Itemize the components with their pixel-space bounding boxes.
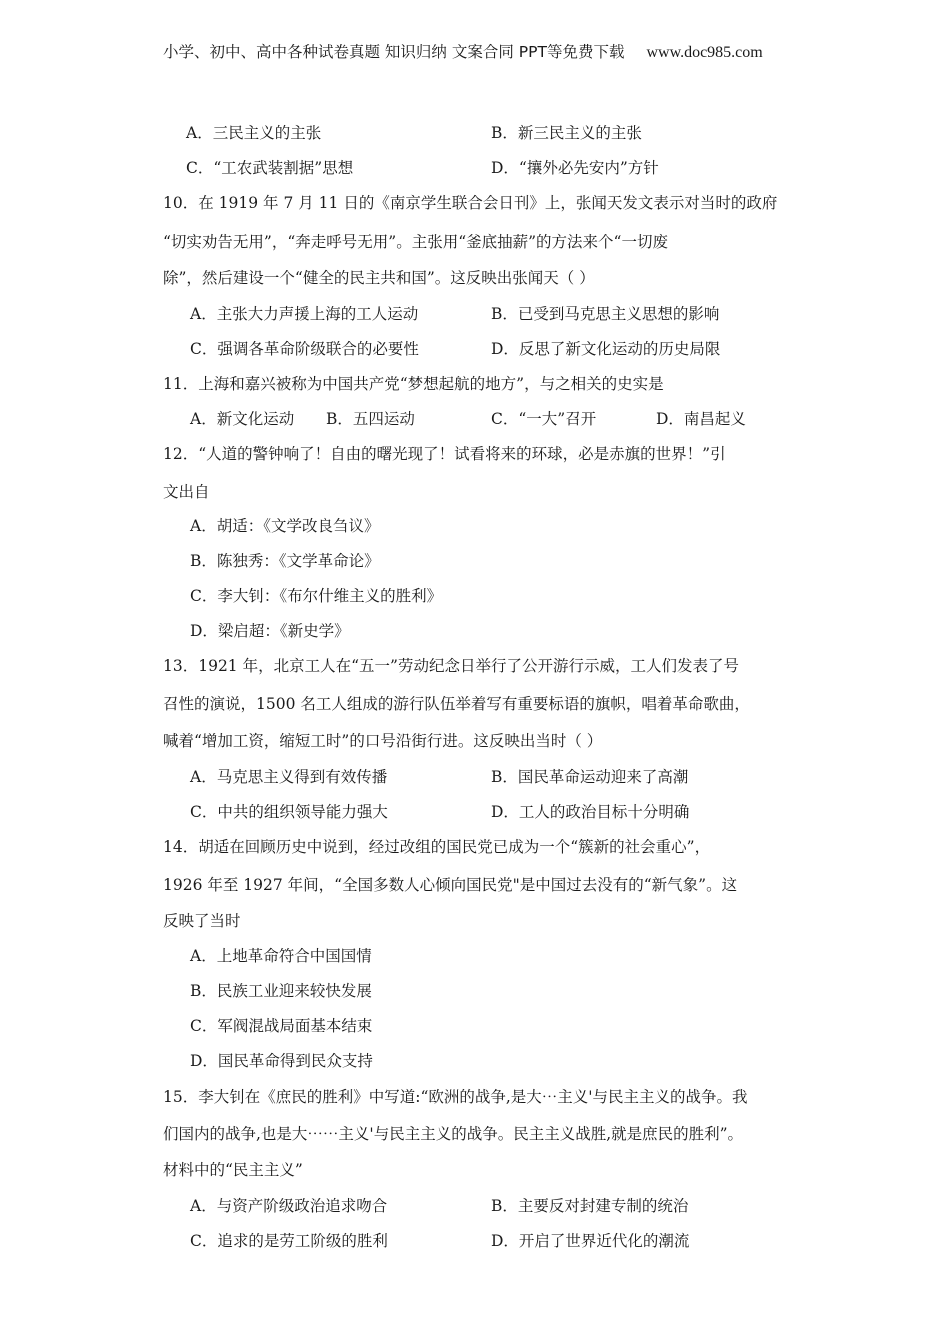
- q11-option-c: C．“一大”召开: [491, 410, 597, 428]
- q13-stem-line3: 喊着“增加工资，缩短工时”的口号沿街行进。这反映出当时（ ）: [163, 732, 603, 750]
- q11-option-d: D．南昌起义: [656, 410, 746, 428]
- q13-stem-line1: 13．1921 年，北京工人在“五一”劳动纪念日举行了公开游行示威，工人们发表了号: [163, 657, 739, 675]
- q10-option-c: C．强调各革命阶级联合的必要性: [190, 340, 419, 358]
- q12-option-b: B．陈独秀：《文学革命论》: [190, 552, 380, 570]
- q12-stem-line1: 12．“人道的警钟响了！自由的曙光现了！试看将来的环球，必是赤旗的世界！”引: [163, 445, 726, 463]
- q15-option-b: B．主要反对封建专制的统治: [491, 1197, 689, 1215]
- q11-option-a: A．新文化运动: [190, 410, 295, 428]
- q10-option-d: D．反思了新文化运动的历史局限: [491, 340, 721, 358]
- header-text: 小学、初中、高中各种试卷真题 知识归纳 文案合同 PPT等免费下载: [163, 43, 625, 61]
- q14-stem-line3: 反映了当时: [163, 912, 241, 930]
- q15-option-a: A．与资产阶级政治追求吻合: [190, 1197, 388, 1215]
- q15-stem-line2: 们国内的战争,也是大⋯⋯主义'与民主主义的战争。民主主义战胜,就是庶民的胜利”。: [163, 1125, 744, 1143]
- q15-option-c: C．追求的是劳工阶级的胜利: [190, 1232, 388, 1250]
- q9-option-c: C．“工农武装割据”思想: [186, 159, 354, 177]
- q11-stem-line1: 11．上海和嘉兴被称为中国共产党“梦想起航的地方”，与之相关的史实是: [163, 375, 664, 393]
- q14-option-b: B．民族工业迎来较快发展: [190, 982, 372, 1000]
- q14-stem-line1: 14．胡适在回顾历史中说到，经过改组的国民党已成为一个“簇新的社会重心”，: [163, 838, 711, 856]
- q13-option-a: A．马克思主义得到有效传播: [190, 768, 388, 786]
- q10-stem-line3: 除”，然后建设一个“健全的民主共和国”。这反映出张闻天（ ）: [163, 269, 595, 287]
- q11-option-b: B．五四运动: [326, 410, 415, 428]
- q14-option-d: D．国民革命得到民众支持: [190, 1052, 373, 1070]
- q10-stem-line2: “切实劝告无用”，“奔走呼号无用”。主张用“釜底抽薪”的方法来个“一切废: [163, 233, 668, 251]
- q9-option-a: A．三民主义的主张: [186, 124, 322, 142]
- q10-option-b: B．已受到马克思主义思想的影响: [491, 305, 720, 323]
- q12-stem-line2: 文出自: [163, 483, 210, 501]
- header-site: www.doc985.com: [646, 44, 763, 61]
- q15-stem-line1: 15．李大钊在《庶民的胜利》中写道:“欧洲的战争,是大⋯主义'与民主主义的战争。我: [163, 1088, 748, 1106]
- q14-stem-line2: 1926 年至 1927 年间，“全国多数人心倾向国民党"是中国过去没有的“新气象”。这: [163, 876, 738, 894]
- q12-option-a: A．胡适：《文学改良刍议》: [190, 517, 380, 535]
- q13-option-d: D．工人的政治目标十分明确: [491, 803, 690, 821]
- page-header: [163, 40, 763, 62]
- q14-option-c: C．军阀混战局面基本结束: [190, 1017, 373, 1035]
- q13-option-b: B．国民革命运动迎来了高潮: [491, 768, 689, 786]
- q9-option-b: B．新三民主义的主张: [491, 124, 642, 142]
- q9-option-d: D．“攘外必先安内”方针: [491, 159, 659, 177]
- q10-stem-line1: 10．在 1919 年 7 月 11 日的《南京学生联合会日刊》上，张闻天发文表示对当时的政府: [163, 194, 778, 212]
- q13-option-c: C．中共的组织领导能力强大: [190, 803, 388, 821]
- q15-option-d: D．开启了世界近代化的潮流: [491, 1232, 690, 1250]
- q12-option-d: D．梁启超：《新史学》: [190, 622, 350, 640]
- q12-option-c: C．李大钊：《布尔什维主义的胜利》: [190, 587, 443, 605]
- q15-stem-line3: 材料中的“民主主义”: [163, 1161, 303, 1179]
- q13-stem-line2: 召性的演说，1500 名工人组成的游行队伍举着写有重要标语的旗帜，唱着革命歌曲，: [163, 695, 750, 713]
- q10-option-a: A．主张大力声援上海的工人运动: [190, 305, 419, 323]
- q14-option-a: A．上地革命符合中国国情: [190, 947, 372, 965]
